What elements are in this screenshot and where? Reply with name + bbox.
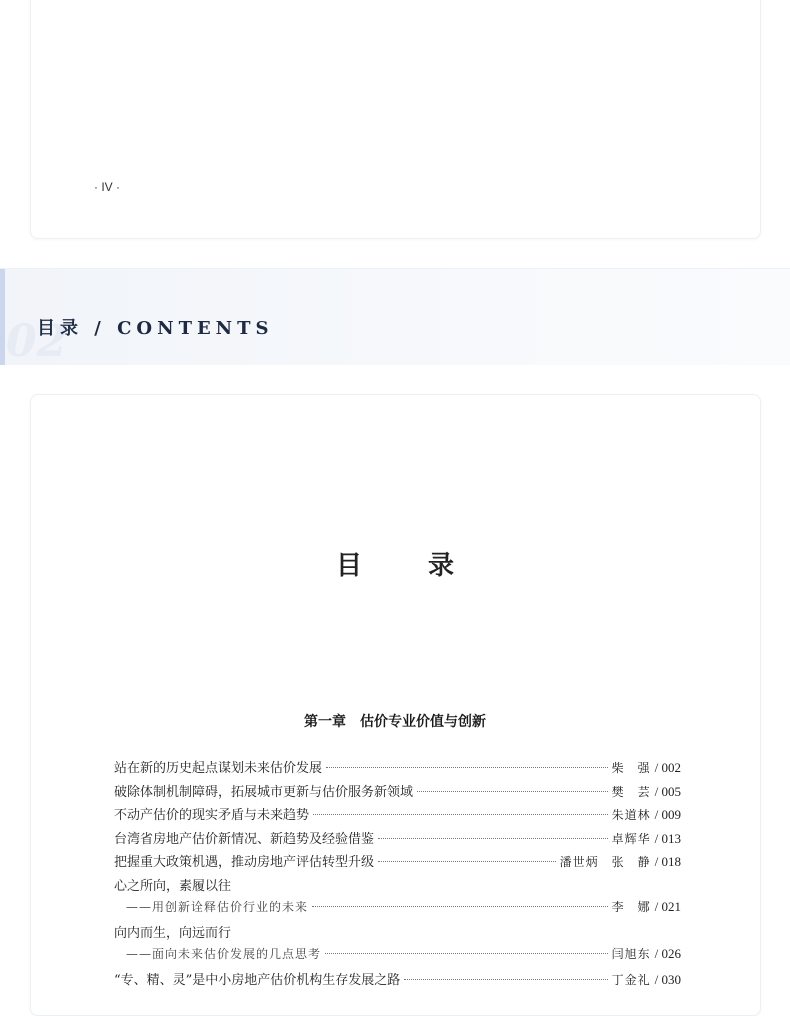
chapter-title: 第一章 估价专业价值与创新 [304, 714, 486, 730]
toc-dot-leader [313, 814, 608, 815]
toc-entry-author: 卓辉华 [611, 831, 651, 846]
toc-dot-leader [378, 838, 608, 839]
toc-heading: 目 录 [335, 551, 474, 581]
toc-entry-subtitle: ——用创新诠释估价行业的未来 [126, 900, 309, 914]
section-ghost-number: 02 [6, 316, 68, 367]
toc-entry-author: 朱道林 [611, 808, 651, 822]
toc-entry-page: / 009 [654, 807, 681, 822]
toc-dot-leader [378, 861, 556, 862]
toc-entry-author: 李 娜 [611, 900, 651, 914]
toc-dot-leader [325, 953, 608, 954]
toc-entry[interactable] [114, 804, 681, 828]
toc-entry-author: 柴 强 [611, 761, 651, 775]
toc-entry-author: 丁金礼 [611, 972, 651, 987]
toc-dot-leader [326, 767, 608, 768]
toc-entry-subtitle: ——面向未来估价发展的几点思考 [126, 947, 322, 961]
toc-entry[interactable] [114, 757, 681, 781]
previous-page-card [30, 0, 761, 239]
toc-entry-page: / 026 [654, 946, 681, 961]
toc-entry-page: / 013 [654, 830, 681, 846]
toc-entry-title: 站在新的历史起点谋划未来估价发展 [114, 761, 323, 776]
toc-entry-author: 闫旭东 [611, 947, 651, 961]
toc-entry-title: 不动产估价的现实矛盾与未来趋势 [114, 808, 310, 823]
toc-entry-page: / 030 [654, 971, 681, 987]
toc-entry[interactable] [114, 875, 681, 899]
toc-entry[interactable] [114, 828, 681, 852]
toc-entry-author: 潘世炳 张 静 [559, 855, 651, 869]
toc-entry-title: 破除体制机制障碍，拓展城市更新与估价服务新领域 [114, 784, 414, 800]
toc-entry[interactable] [114, 781, 681, 805]
previous-page-number: · IV · [94, 180, 120, 194]
section-band-title: 目录 / CONTENTS [37, 318, 274, 339]
toc-entry[interactable] [114, 945, 681, 969]
toc-entry[interactable] [114, 922, 681, 946]
toc-entry[interactable] [114, 969, 681, 993]
band-accent-bar [0, 269, 5, 365]
toc-dot-leader [312, 906, 608, 907]
toc-dot-leader [404, 979, 607, 980]
toc-entry-page: / 005 [654, 783, 681, 799]
toc-entry-author: 樊 芸 [611, 784, 651, 799]
toc-list [114, 757, 681, 992]
toc-entry[interactable] [114, 898, 681, 922]
toc-entry-page: / 002 [654, 760, 681, 775]
toc-entry-title: 向内而生，向远而行 [114, 925, 232, 941]
toc-entry-page: / 018 [654, 854, 681, 869]
toc-entry[interactable] [114, 851, 681, 875]
toc-entry-page: / 021 [654, 899, 681, 914]
toc-entry-title: 心之所向，素履以往 [114, 878, 232, 894]
toc-entry-title: 把握重大政策机遇，推动房地产评估转型升级 [114, 855, 375, 870]
toc-entry-title: 台湾省房地产估价新情况、新趋势及经验借鉴 [114, 831, 375, 847]
toc-dot-leader [417, 791, 608, 792]
toc-entry-title: “专、精、灵”是中小房地产估价机构生存发展之路 [114, 972, 401, 988]
